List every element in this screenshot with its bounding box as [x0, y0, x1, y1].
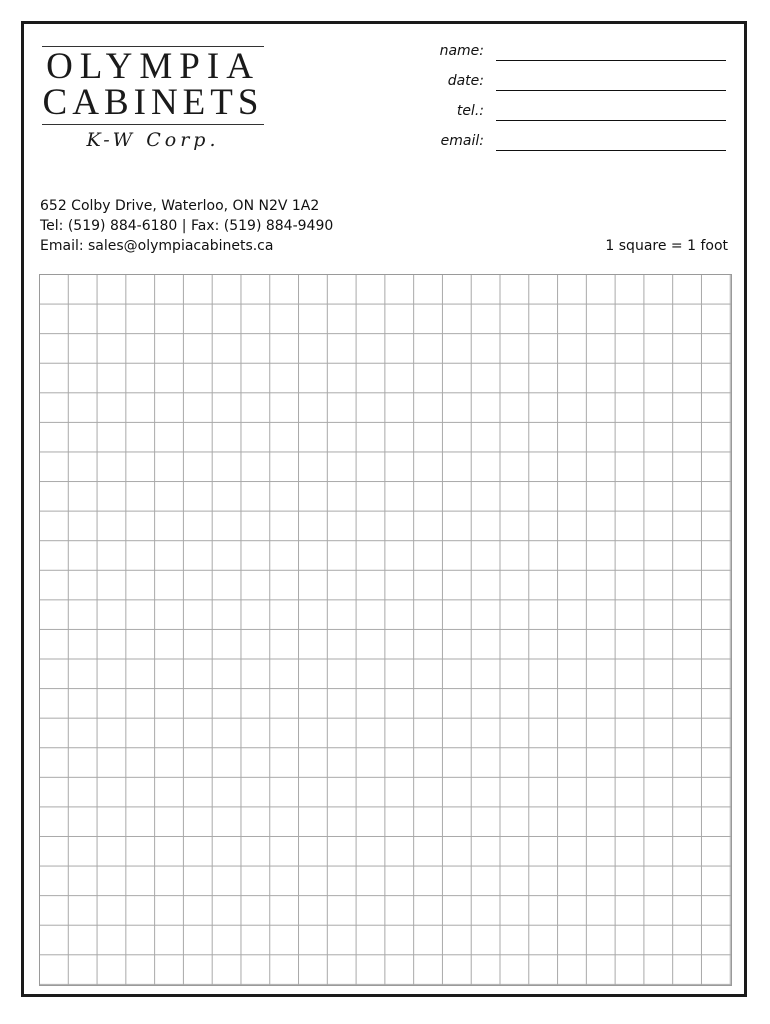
- tel-input-line[interactable]: [496, 120, 726, 121]
- date-label: date:: [447, 73, 484, 89]
- tel-field[interactable]: [414, 99, 734, 129]
- address-line: 652 Colby Drive, Waterloo, ON N2V 1A2: [40, 198, 320, 214]
- name-field[interactable]: [414, 39, 734, 69]
- customer-info-fields: [414, 39, 734, 159]
- contact-block: [40, 196, 333, 256]
- graph-paper-sheet: [21, 21, 747, 997]
- email-line: Email: sales@olympiacabinets.ca: [40, 238, 274, 254]
- logo-line-corp: K-W Corp.: [86, 129, 220, 151]
- tel-label: tel.:: [456, 103, 484, 119]
- name-input-line[interactable]: [496, 60, 726, 61]
- scale-note: 1 square = 1 foot: [605, 238, 728, 254]
- logo-line-cabinets: CABINETS: [42, 82, 264, 123]
- logo-line-olympia: OLYMPIA: [46, 46, 260, 87]
- name-label: name:: [439, 43, 484, 59]
- email-field[interactable]: [414, 129, 734, 159]
- logo-bottom-rule: [42, 124, 264, 125]
- email-input-line[interactable]: [496, 150, 726, 151]
- company-logo: [42, 46, 264, 151]
- drawing-grid[interactable]: [39, 274, 732, 986]
- date-input-line[interactable]: [496, 90, 726, 91]
- email-label: email:: [440, 133, 484, 149]
- date-field[interactable]: [414, 69, 734, 99]
- phone-fax-line: Tel: (519) 884-6180 | Fax: (519) 884-9490: [40, 218, 334, 234]
